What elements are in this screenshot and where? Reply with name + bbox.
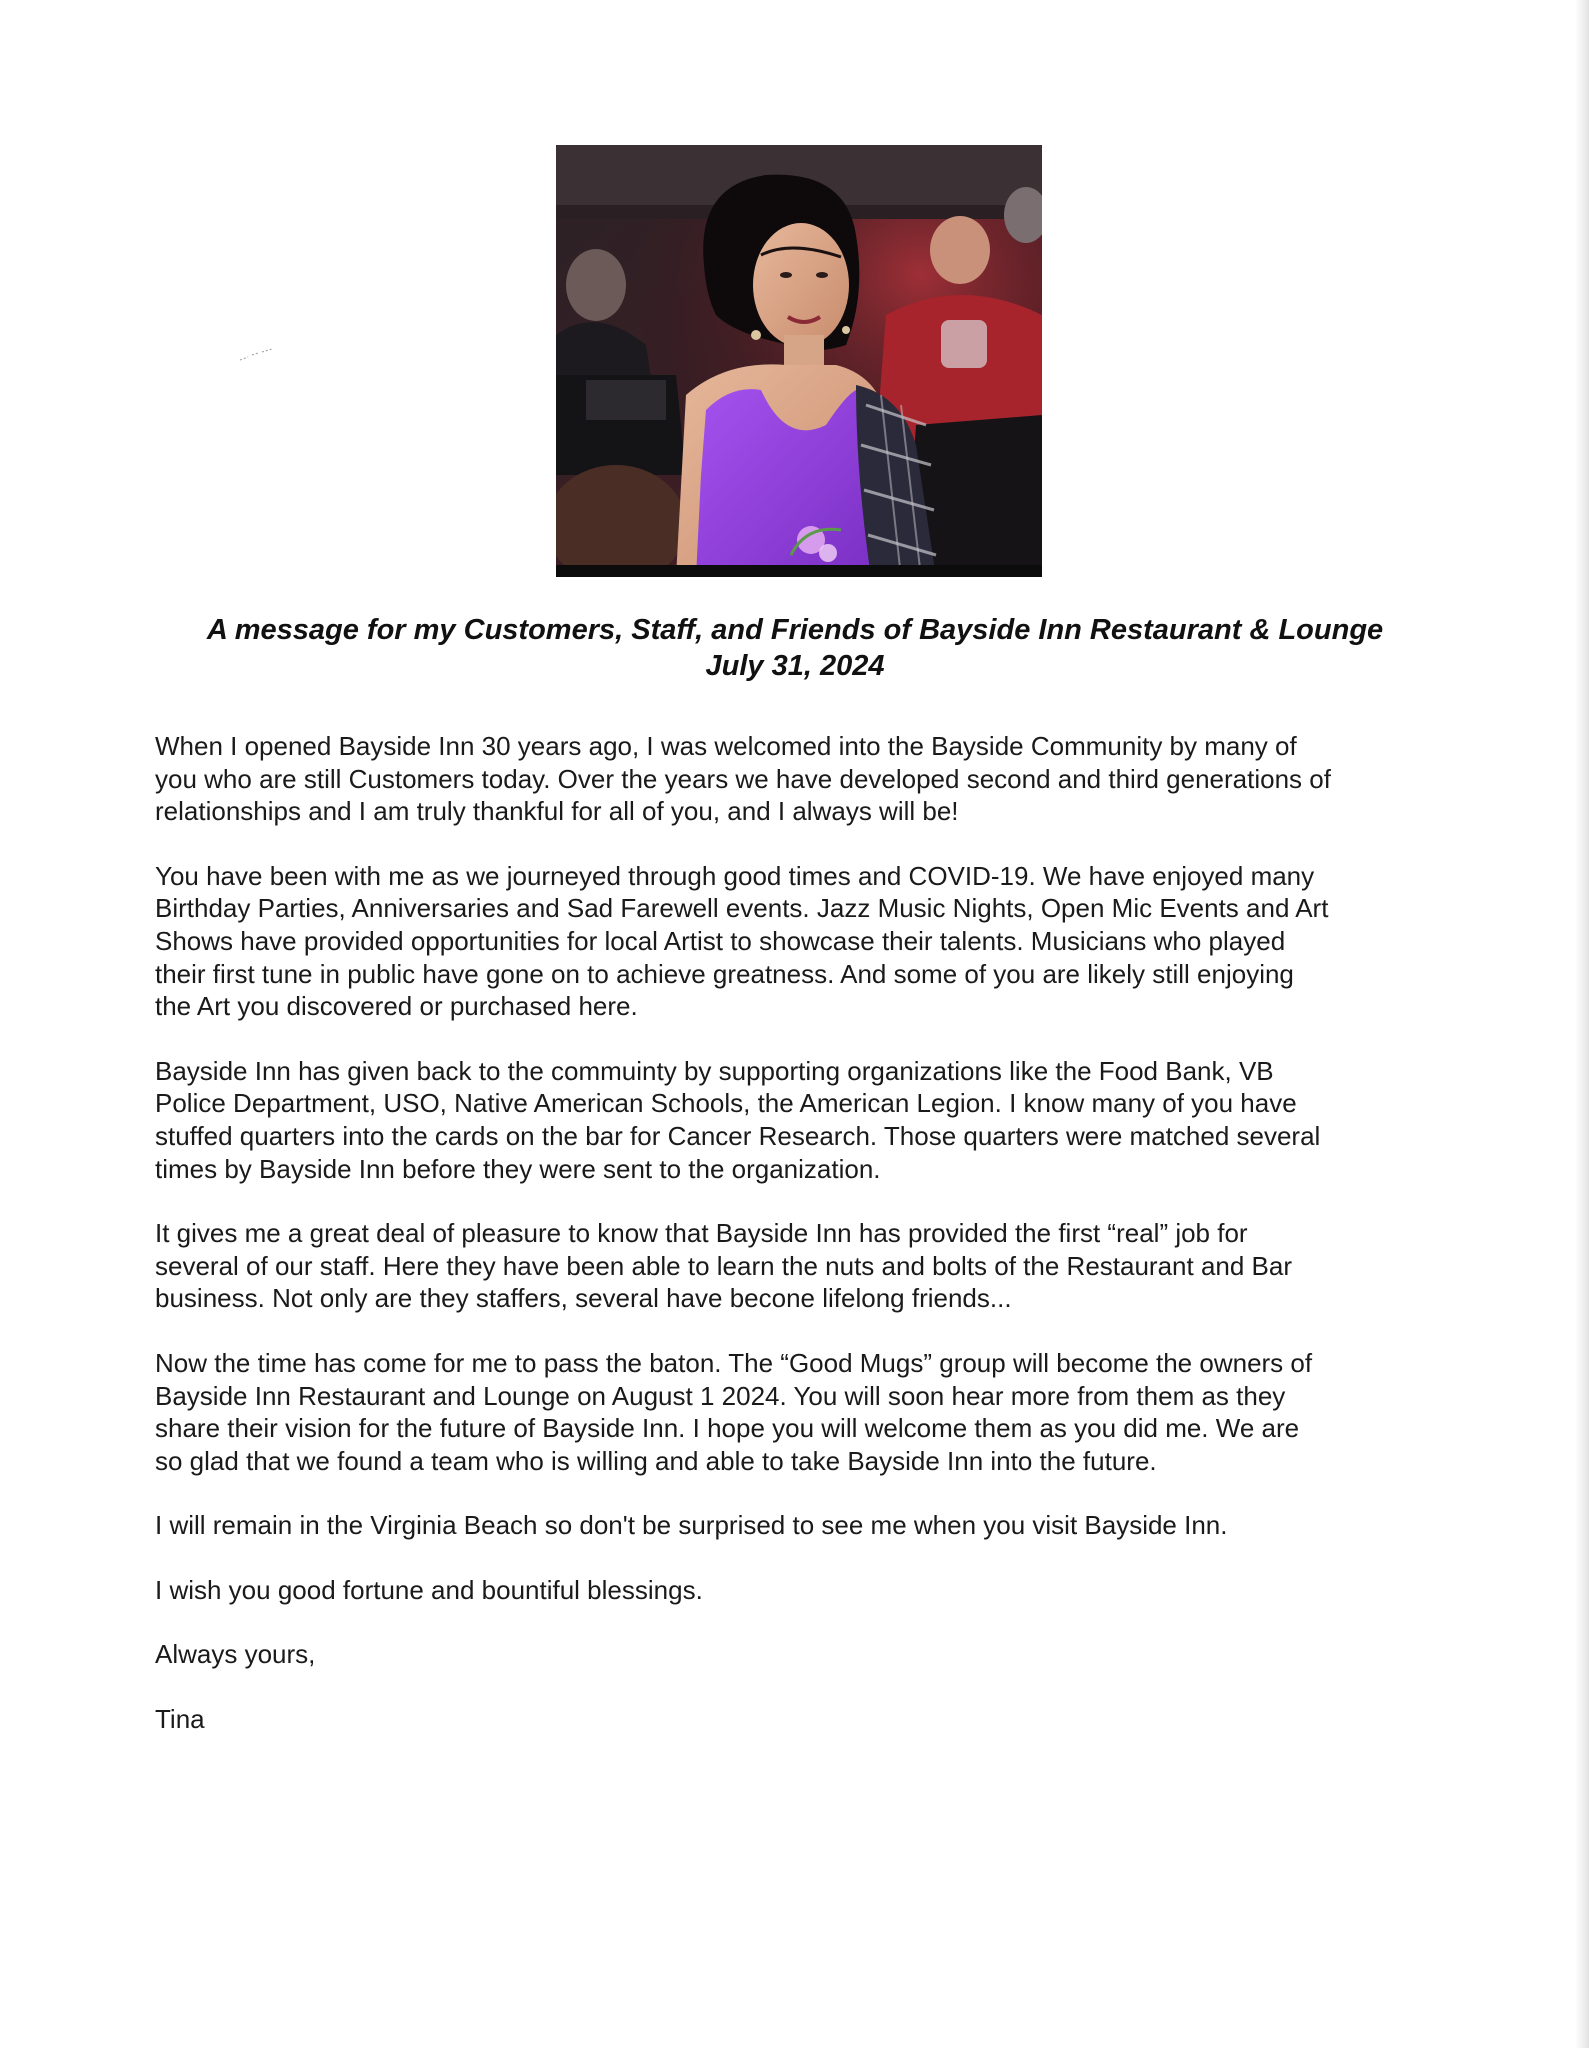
paragraph-line: several of our staff. Here they have been able to learn the nuts and bolts of the Restaurant and Bar bbox=[155, 1250, 1293, 1281]
letter-heading: A message for my Customers, Staff, and Friends of Bayside Inn Restaurant & Lounge bbox=[206, 614, 1384, 646]
paragraph-line: Bayside Inn Restaurant and Lounge on August 1 2024. You will soon hear more from them as they bbox=[155, 1380, 1286, 1411]
paragraph-line: times by Bayside Inn before they were sent to the organization. bbox=[155, 1153, 881, 1184]
paragraph-line: It gives me a great deal of pleasure to know that Bayside Inn has provided the first “real” job for bbox=[155, 1218, 1248, 1249]
paragraph-line: You have been with me as we journeyed through good times and COVID-19. We have enjoyed many bbox=[155, 860, 1315, 891]
signature-name: Tina bbox=[155, 1704, 205, 1735]
paragraph-events bbox=[155, 860, 1455, 1023]
paragraph-handover bbox=[155, 1347, 1455, 1477]
paragraph-line: When I opened Bayside Inn 30 years ago, I was welcomed into the Bayside Community by many of bbox=[155, 731, 1297, 761]
paragraph-line: so glad that we found a team who is willing and able to take Bayside Inn into the future. bbox=[155, 1445, 1157, 1476]
paragraph-line: stuffed quarters into the cards on the bar for Cancer Research. Those quarters were matched several bbox=[155, 1120, 1321, 1151]
paragraph-line: Shows have provided opportunities for local Artist to showcase their talents. Musicians who played bbox=[155, 925, 1286, 956]
paragraph-line: Now the time has come for me to pass the baton. The “Good Mugs” group will become the owners of bbox=[155, 1347, 1313, 1378]
scan-speck bbox=[238, 348, 274, 362]
paragraph-opening bbox=[155, 730, 1455, 828]
paragraph-remain bbox=[155, 1509, 1455, 1542]
paragraph-staff bbox=[155, 1217, 1455, 1315]
paragraph-line: relationships and I am truly thankful for all of you, and I always will be! bbox=[155, 796, 959, 827]
paragraph-line: share their vision for the future of Bayside Inn. I hope you will welcome them as you did me. We are bbox=[155, 1413, 1300, 1444]
signature bbox=[155, 1703, 1455, 1736]
paragraph-blessing bbox=[155, 1574, 1455, 1607]
owner-photo bbox=[556, 145, 1042, 577]
letter-title bbox=[130, 612, 1460, 684]
paragraph-line: Bayside Inn has given back to the commuinty by supporting organizations like the Food Bank, VB bbox=[155, 1055, 1274, 1086]
paragraph-line: the Art you discovered or purchased here. bbox=[155, 991, 638, 1022]
paragraph-line: Birthday Parties, Anniversaries and Sad Farewell events. Jazz Music Nights, Open Mic Events and Art bbox=[155, 893, 1329, 924]
closing-line bbox=[155, 1638, 1455, 1671]
paragraph-line: their first tune in public have gone on to achieve greatness. And some of you are likely still enjoying bbox=[155, 958, 1294, 989]
letter-body bbox=[155, 730, 1455, 1768]
paragraph-line: you who are still Customers today. Over the years we have developed second and third generations of bbox=[155, 763, 1331, 794]
scan-edge-shadow bbox=[1575, 0, 1589, 2048]
paragraph-line: I wish you good fortune and bountiful blessings. bbox=[155, 1574, 703, 1605]
letter-date: July 31, 2024 bbox=[705, 650, 885, 682]
owner-photo-illustration bbox=[556, 145, 1042, 577]
paragraph-line: Police Department, USO, Native American Schools, the American Legion. I know many of you have bbox=[155, 1088, 1297, 1119]
paragraph-line: business. Not only are they staffers, several have becone lifelong friends... bbox=[155, 1283, 1012, 1314]
paragraph-line: I will remain in the Virginia Beach so don't be surprised to see me when you visit Bayside Inn. bbox=[155, 1510, 1228, 1541]
paragraph-community bbox=[155, 1055, 1455, 1185]
closing-text: Always yours, bbox=[155, 1639, 316, 1670]
